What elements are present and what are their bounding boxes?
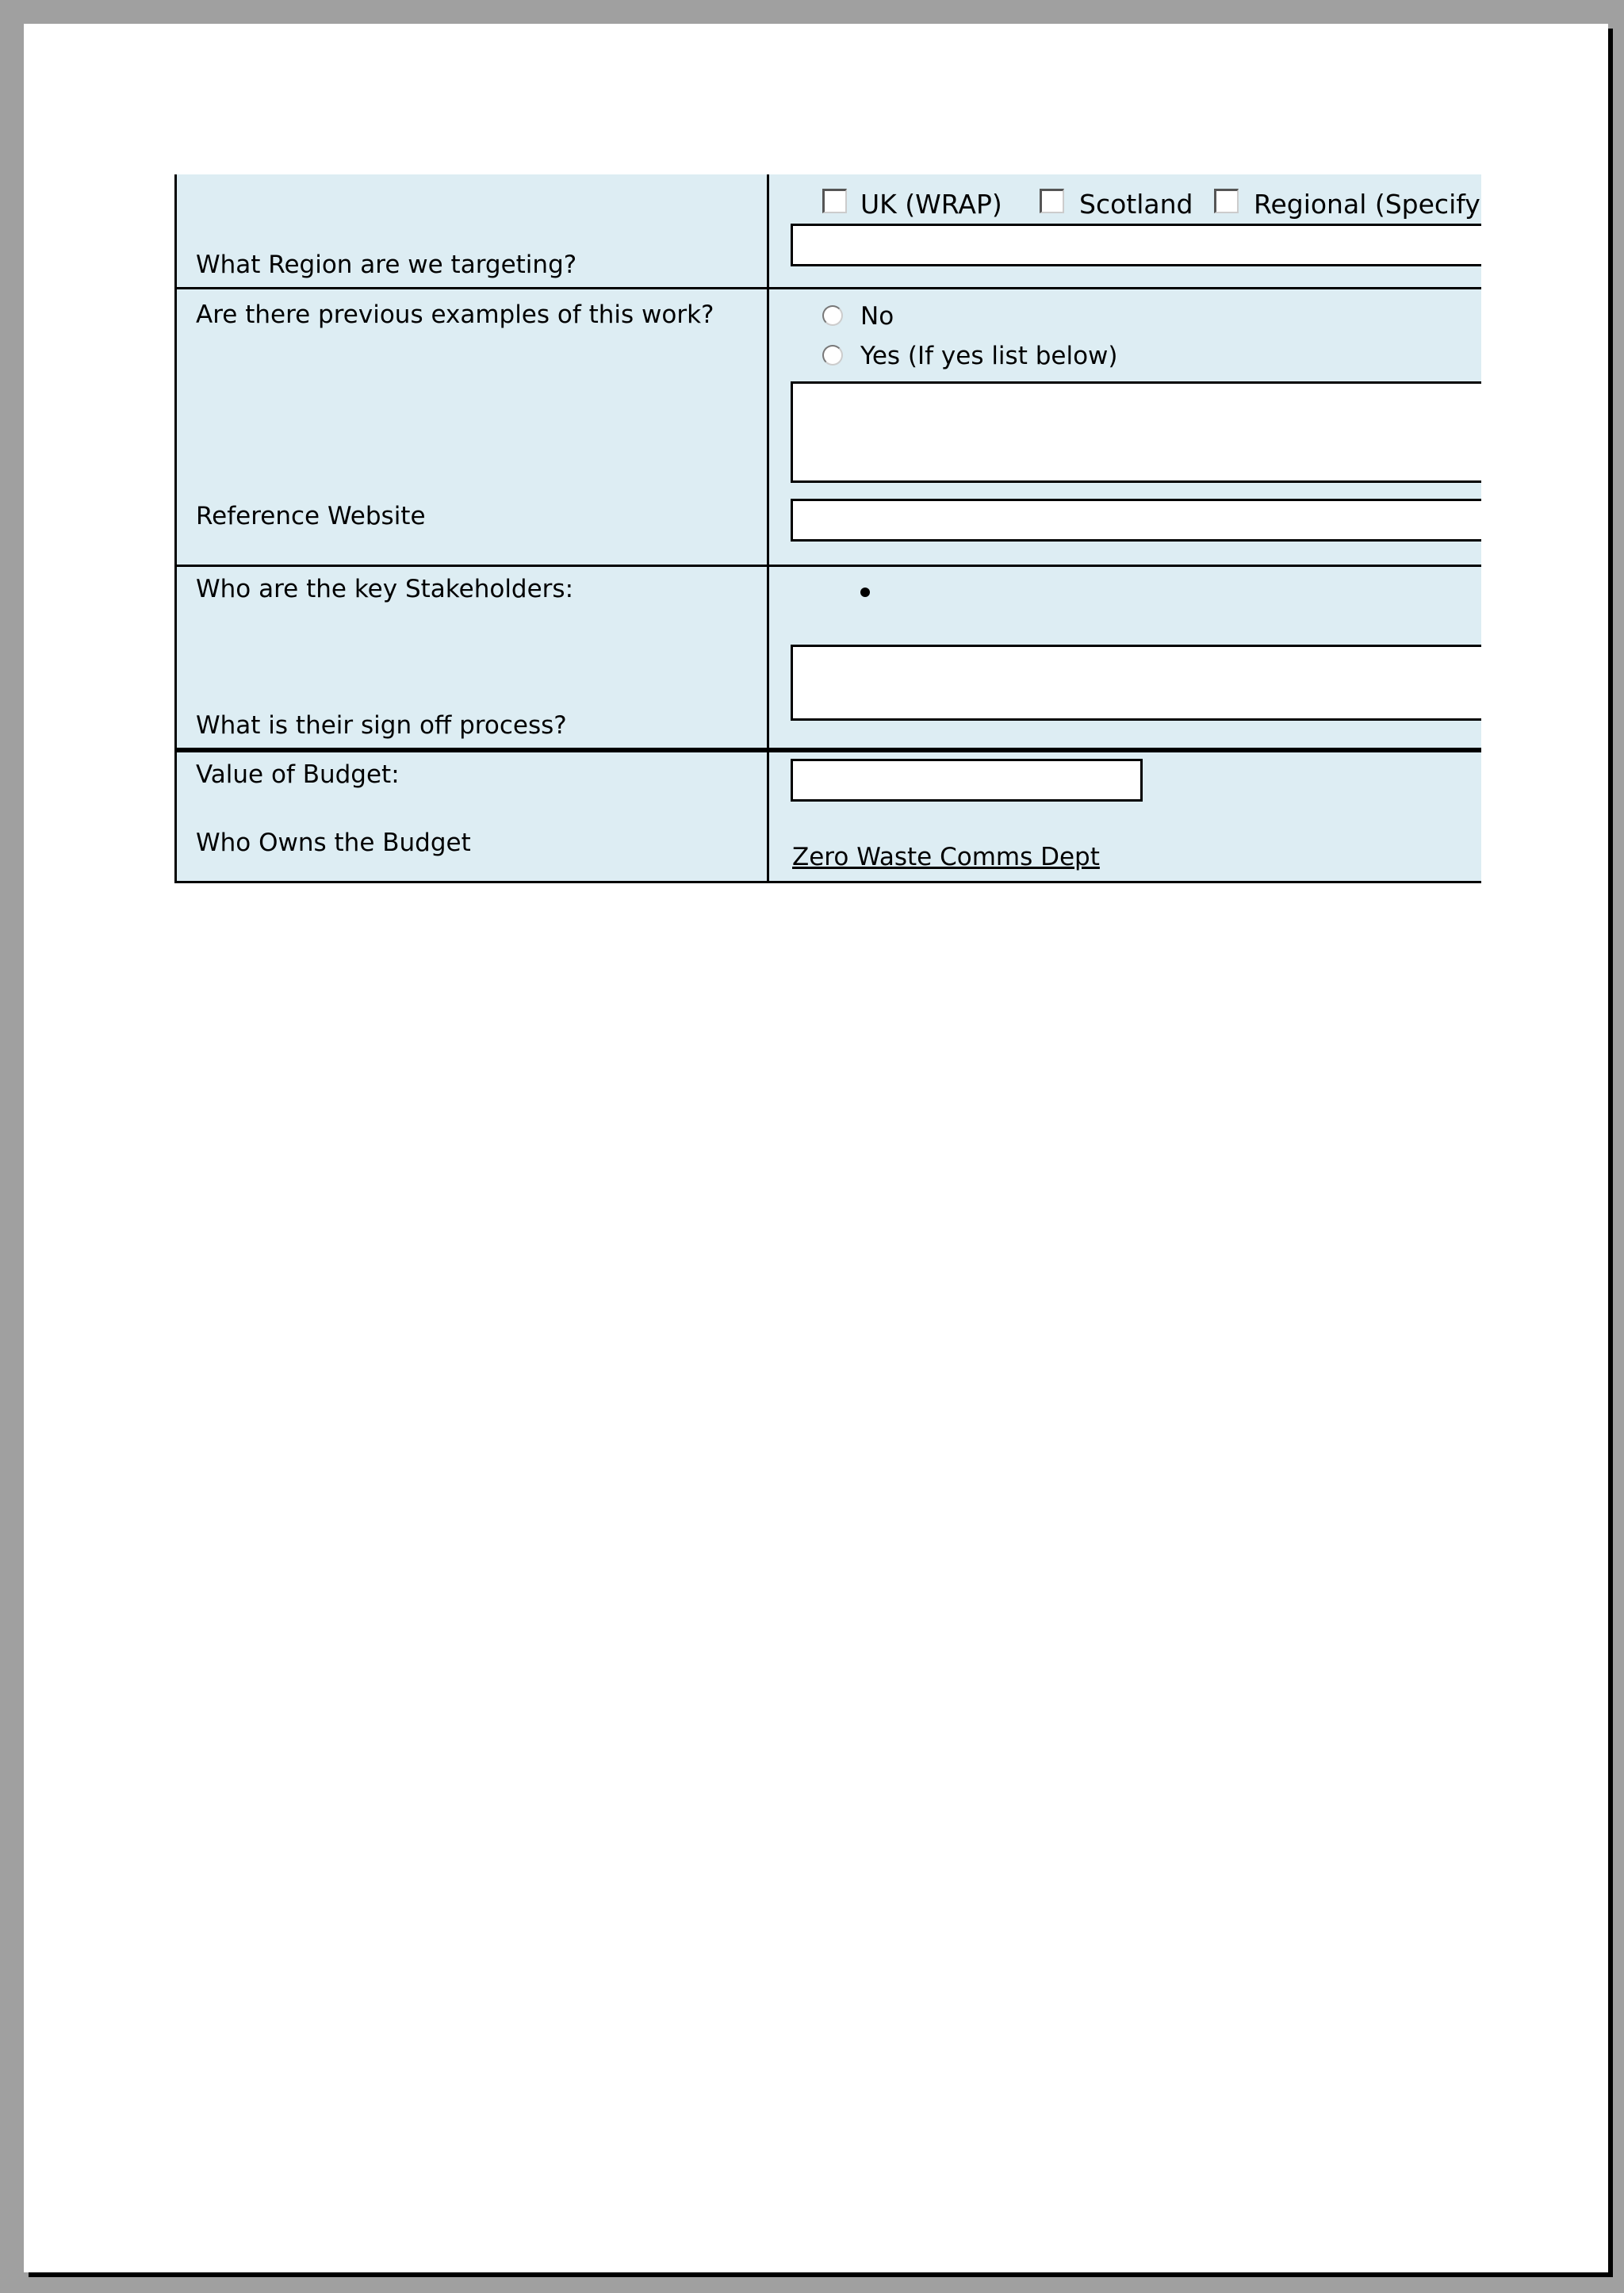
row-region [177, 174, 1481, 289]
row-stakeholders [177, 567, 1481, 752]
budget-value-label: Value of Budget: [196, 760, 400, 789]
column-divider [767, 174, 769, 287]
region-specify-input[interactable] [791, 224, 1481, 266]
checkbox-regional[interactable] [1214, 189, 1239, 213]
option-scotland-label: Scotland [1079, 189, 1193, 220]
row-budget [177, 752, 1481, 883]
option-regional-label: Regional (Specify [1254, 189, 1480, 220]
radio-no-label: No [860, 302, 894, 331]
budget-owner-link[interactable]: Zero Waste Comms Dept [792, 843, 1100, 871]
checkbox-uk-wrap[interactable] [822, 189, 847, 213]
budget-value-input[interactable] [791, 759, 1143, 802]
signoff-process-label: What is their sign off process? [196, 711, 567, 740]
previous-examples-label: Are there previous examples of this work? [196, 301, 714, 329]
stakeholders-label: Who are the key Stakeholders: [196, 575, 574, 603]
reference-website-input[interactable] [791, 499, 1481, 542]
column-divider [767, 289, 769, 565]
budget-owner-label: Who Owns the Budget [196, 829, 471, 857]
form-table-viewport [174, 174, 1481, 967]
form-table [174, 174, 1481, 883]
signoff-process-input[interactable] [791, 645, 1481, 721]
row-previous-examples [177, 289, 1481, 567]
radio-no[interactable] [822, 305, 843, 326]
radio-yes-label: Yes (If yes list below) [860, 342, 1118, 370]
column-divider [767, 752, 769, 881]
document-page [24, 24, 1608, 2272]
option-uk-wrap-label: UK (WRAP) [860, 189, 1002, 220]
column-divider [767, 567, 769, 748]
checkbox-scotland[interactable] [1040, 189, 1064, 213]
radio-yes[interactable] [822, 345, 843, 366]
stakeholders-bullet [860, 588, 870, 597]
previous-examples-textarea[interactable] [791, 381, 1481, 483]
region-label: What Region are we targeting? [196, 251, 577, 279]
reference-website-label: Reference Website [196, 502, 426, 530]
